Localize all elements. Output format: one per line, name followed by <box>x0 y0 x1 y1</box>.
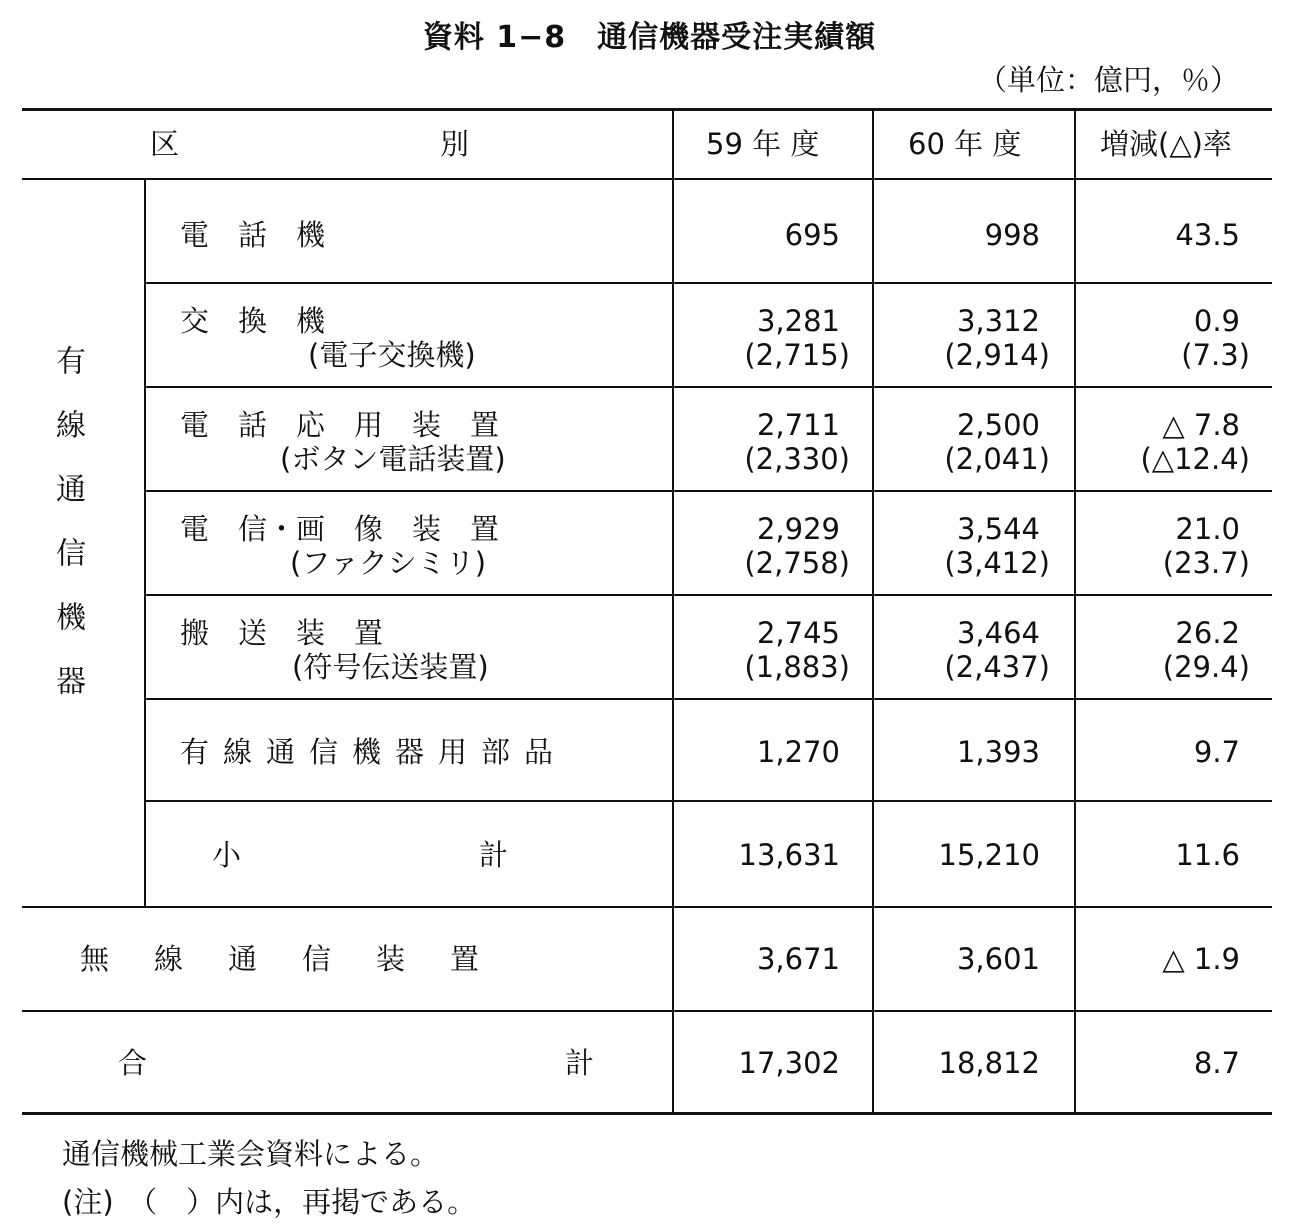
row-value-fy59: 695 <box>784 218 840 252</box>
row-subvalue-fy59: (1,883) <box>744 650 850 684</box>
row-value-rate: 21.0 <box>1175 512 1240 546</box>
row-value-fy60: 3,312 <box>956 304 1040 338</box>
row-sublabel: (符号伝送装置) <box>292 650 489 684</box>
wireless-rate: △ 1.9 <box>1162 942 1240 976</box>
row-label: 交 換 機 <box>180 304 326 338</box>
subtotal-label: 小 計 <box>212 838 569 872</box>
header-fy59: 59 年 度 <box>706 127 820 161</box>
row-subvalue-rate: (7.3) <box>1181 338 1250 372</box>
remark-note: (注) （ ）内は，再掲である。 <box>62 1185 477 1219</box>
row-sublabel: (ファクシミリ) <box>290 546 487 580</box>
row-subvalue-fy60: (2,041) <box>944 442 1050 476</box>
section-rule <box>22 1010 1272 1012</box>
total-rate: 8.7 <box>1193 1046 1240 1080</box>
total-label: 合 計 <box>118 1046 715 1080</box>
row-subvalue-fy60: (2,437) <box>944 650 1050 684</box>
unit-label: （単位：億円，％） <box>977 63 1239 97</box>
row-value-rate: △ 7.8 <box>1162 408 1240 442</box>
row-divider <box>146 386 1272 388</box>
section-rule <box>22 906 1272 908</box>
row-subvalue-fy60: (3,412) <box>944 546 1050 580</box>
group-label: 有線通信機器 <box>50 345 85 729</box>
header-bottom-rule <box>22 178 1272 180</box>
row-value-fy60: 1,393 <box>956 735 1040 769</box>
row-value-fy59: 3,281 <box>756 304 840 338</box>
row-sublabel: (ボタン電話装置) <box>280 442 506 476</box>
row-value-fy60: 3,544 <box>956 512 1040 546</box>
row-divider <box>146 594 1272 596</box>
column-line <box>872 110 874 1112</box>
row-value-rate: 43.5 <box>1175 218 1240 252</box>
group-column-line <box>144 180 146 906</box>
total-fy59: 17,302 <box>738 1046 840 1080</box>
row-value-fy60: 2,500 <box>956 408 1040 442</box>
row-value-fy59: 2,929 <box>756 512 840 546</box>
row-divider <box>146 282 1272 284</box>
row-value-fy60: 3,464 <box>956 616 1040 650</box>
row-value-rate: 26.2 <box>1175 616 1240 650</box>
subtotal-fy59: 13,631 <box>738 838 840 872</box>
subtotal-rate: 11.6 <box>1175 838 1240 872</box>
table-bottom-rule <box>22 1112 1272 1115</box>
row-value-fy59: 1,270 <box>756 735 840 769</box>
wireless-label: 無 線 通 信 装 置 <box>80 942 488 976</box>
row-value-fy59: 2,745 <box>756 616 840 650</box>
row-subvalue-fy59: (2,758) <box>744 546 850 580</box>
total-fy60: 18,812 <box>938 1046 1040 1080</box>
row-divider <box>146 800 1272 802</box>
source-note: 通信機械工業会資料による。 <box>62 1137 440 1171</box>
header-fy60: 60 年 度 <box>908 127 1022 161</box>
row-label: 有線通信機器用部品 <box>180 735 568 769</box>
row-sublabel: (電子交換機) <box>308 338 476 372</box>
row-subvalue-rate: (29.4) <box>1162 650 1250 684</box>
row-label: 電 話 機 <box>180 218 326 252</box>
row-value-fy60: 998 <box>984 218 1040 252</box>
wireless-fy59: 3,671 <box>756 942 840 976</box>
column-line <box>672 110 674 1112</box>
subtotal-fy60: 15,210 <box>938 838 1040 872</box>
table-top-rule <box>22 108 1272 111</box>
row-label: 電 話 応 用 装 置 <box>180 408 500 442</box>
header-change-rate: 増減(△)率 <box>1100 127 1232 161</box>
column-line <box>1074 110 1076 1112</box>
wireless-fy60: 3,601 <box>956 942 1040 976</box>
row-subvalue-fy60: (2,914) <box>944 338 1050 372</box>
row-divider <box>146 698 1272 700</box>
row-subvalue-fy59: (2,715) <box>744 338 850 372</box>
row-value-fy59: 2,711 <box>756 408 840 442</box>
row-subvalue-rate: (△12.4) <box>1140 442 1250 476</box>
row-label: 搬 送 装 置 <box>180 616 384 650</box>
row-value-rate: 9.7 <box>1193 735 1240 769</box>
row-divider <box>146 490 1272 492</box>
row-label: 電 信・画 像 装 置 <box>180 512 500 546</box>
row-value-rate: 0.9 <box>1193 304 1240 338</box>
row-subvalue-rate: (23.7) <box>1162 546 1250 580</box>
row-subvalue-fy59: (2,330) <box>744 442 850 476</box>
header-category: 区 別 <box>150 127 470 161</box>
page-title: 資料 1−8 通信機器受注実績額 <box>422 20 877 55</box>
